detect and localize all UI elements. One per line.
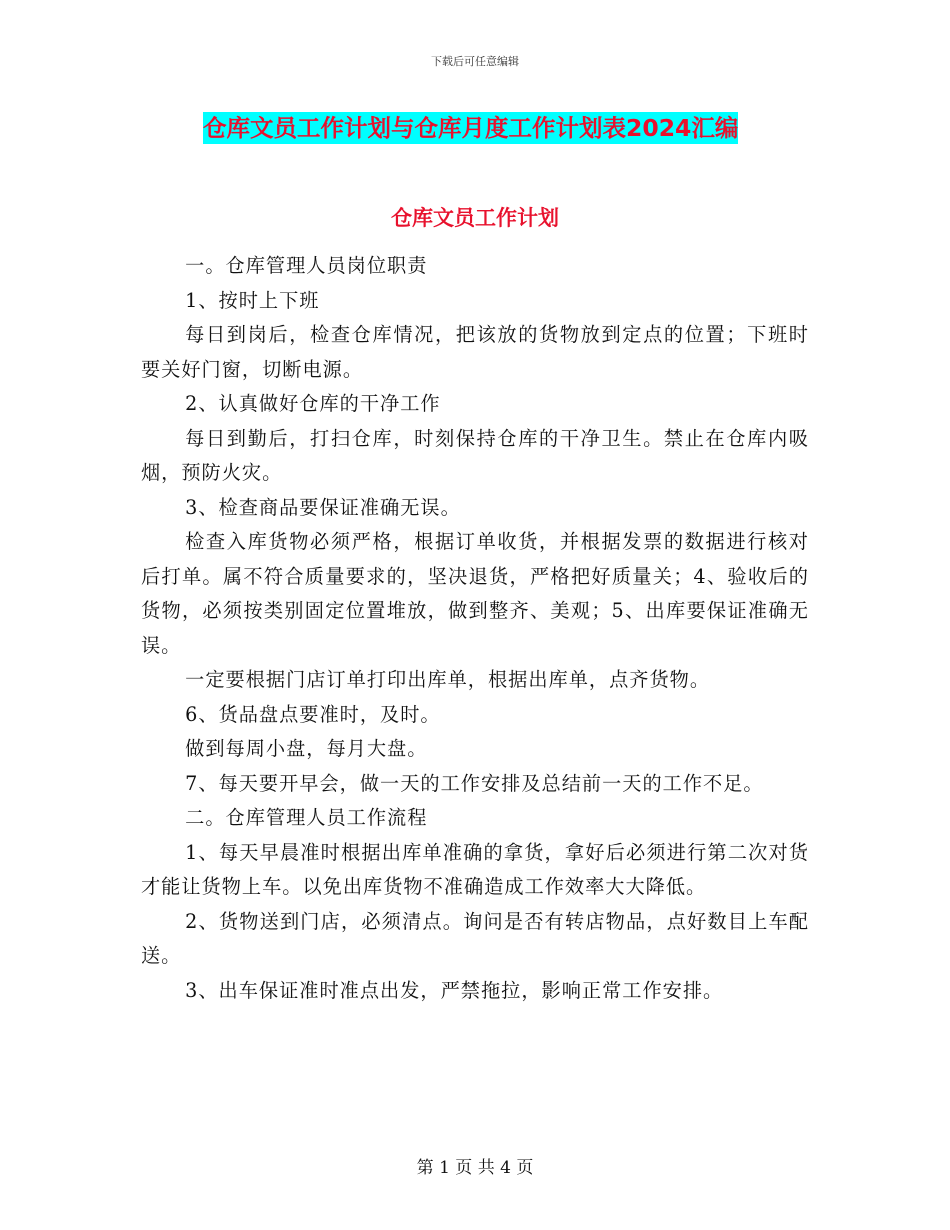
paragraph: 每日到勤后，打扫仓库，时刻保持仓库的干净卫生。禁止在仓库内吸烟，预防火灾。 (141, 426, 809, 484)
paragraph: 1、按时上下班 (185, 288, 320, 312)
paragraph: 做到每周小盘，每月大盘。 (185, 737, 428, 760)
title-highlight (203, 112, 738, 144)
paragraph: 2、认真做好仓库的干净工作 (185, 392, 441, 415)
document-body (141, 249, 809, 1008)
header-note: 下载后可任意编辑 (431, 55, 519, 68)
paragraph: 一定要根据门店订单打印出库单，根据出库单，点齐货物。 (185, 668, 711, 691)
section-title: 仓库文员工作计划 (391, 206, 559, 230)
paragraph: 6、货品盘点要准时，及时。 (185, 702, 441, 726)
paragraph: 二。仓库管理人员工作流程 (185, 806, 428, 829)
page-number: 第 1 页 共 4 页 (416, 1158, 534, 1178)
paragraph: 3、检查商品要保证准确无误。 (185, 495, 461, 519)
document-title: 仓库文员工作计划与仓库月度工作计划表2024汇编 (203, 114, 739, 142)
paragraph: 1、每天早晨准时根据出库单准确的拿货，拿好后必须进行第二次对货才能让货物上车。以免出库货物不准确造成工作效率大大降低。 (141, 840, 809, 898)
paragraph: 一。仓库管理人员岗位职责 (185, 254, 428, 277)
paragraph: 7、每天要开早会，做一天的工作安排及总结前一天的工作不足。 (185, 771, 764, 795)
paragraph: 2、货物送到门店，必须清点。询问是否有转店物品，点好数目上车配送。 (141, 909, 809, 967)
paragraph: 每日到岗后，检查仓库情况，把该放的货物放到定点的位置；下班时要关好门窗，切断电源。 (141, 323, 809, 381)
paragraph: 检查入库货物必须严格，根据订单收货，并根据发票的数据进行核对后打单。属不符合质量要求的，坚决退货，严格把好质量关；4、验收后的货物，必须按类别固定位置堆放，做到整齐、美观；5、出库要保证准确无误。 (141, 530, 809, 657)
paragraph: 3、出车保证准时准点出发，严禁拖拉，影响正常工作安排。 (185, 978, 724, 1002)
